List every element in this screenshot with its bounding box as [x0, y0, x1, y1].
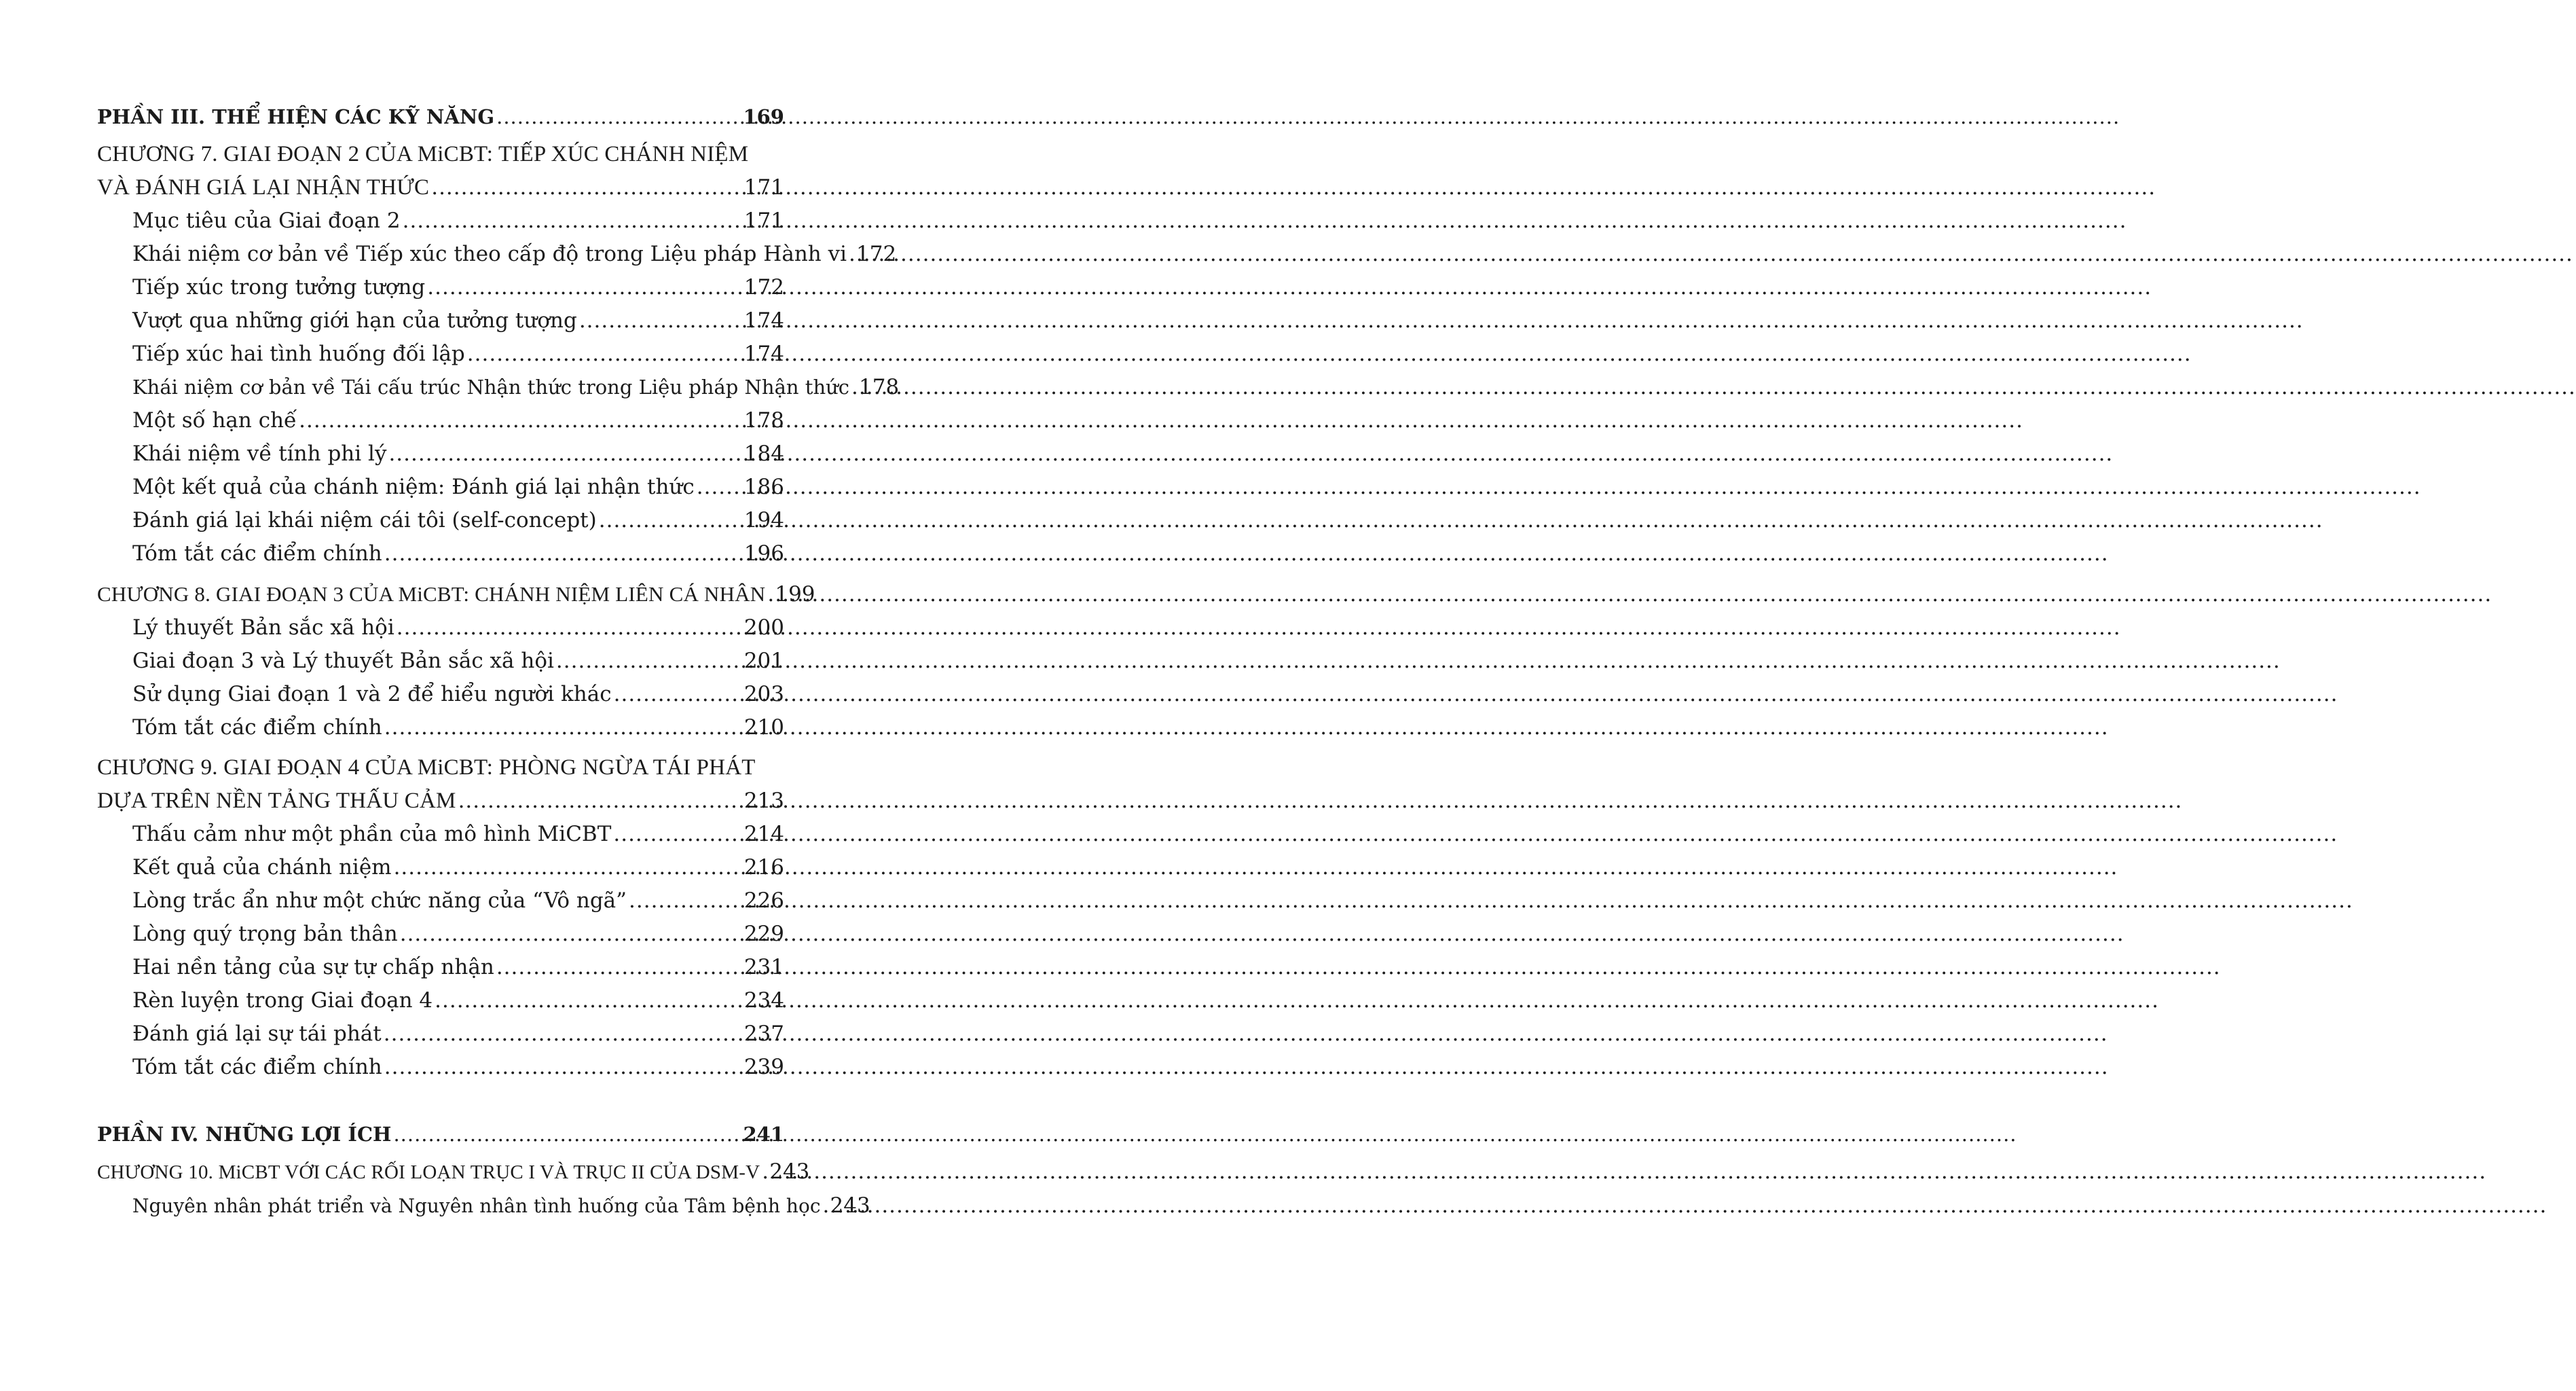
toc-section[interactable] — [97, 304, 784, 338]
toc-chapter-title: CHƯƠNG 10. MiCBT VỚI CÁC RỐI LOẠN TRỤC I VÀ TRỤC II CỦA DSM-V — [97, 1161, 760, 1183]
dot-leader — [394, 851, 742, 884]
dot-leader — [767, 578, 773, 611]
toc-section[interactable] — [97, 1051, 784, 1084]
toc-page-number: 172 — [856, 242, 897, 266]
toc-chapter-entry[interactable] — [97, 577, 815, 611]
toc-page-number: 172 — [743, 275, 784, 300]
toc-section[interactable] — [97, 404, 784, 437]
toc-section[interactable] — [97, 1189, 870, 1223]
toc-page-number: 169 — [743, 105, 784, 128]
dot-leader — [823, 1189, 828, 1223]
dot-leader — [403, 204, 742, 238]
toc-chapter-title-line2: DỰA TRÊN NỀN TẢNG THẤU CẢM — [97, 789, 456, 813]
dot-leader — [400, 918, 742, 951]
toc-part-4[interactable] — [97, 1118, 784, 1151]
dot-leader — [599, 504, 742, 537]
toc-page-number: 171 — [743, 175, 784, 200]
toc-page-number: 226 — [743, 888, 784, 913]
toc-page-number: 194 — [743, 508, 784, 532]
toc-section[interactable] — [97, 884, 784, 918]
toc-part-title: PHẦN IV. NHỮNG LỢI ÍCH — [97, 1123, 392, 1146]
toc-page-number: 174 — [743, 308, 784, 333]
dot-leader — [579, 304, 742, 338]
dot-leader — [299, 404, 742, 437]
toc-section[interactable] — [97, 984, 784, 1017]
toc-section[interactable] — [97, 537, 784, 571]
toc-chapter-8 — [97, 577, 815, 744]
toc-section-title: Sử dụng Giai đoạn 1 và 2 để hiểu người khác — [132, 682, 612, 706]
toc-section[interactable] — [97, 851, 784, 884]
toc-section-title: Hai nền tảng của sự tự chấp nhận — [132, 955, 494, 979]
toc-page-number: 174 — [743, 342, 784, 366]
toc-page-number: 178 — [743, 408, 784, 433]
toc-page-number: 186 — [743, 475, 784, 499]
dot-leader — [496, 951, 742, 984]
toc-page-number: 243 — [769, 1159, 810, 1184]
toc-section-title: Nguyên nhân phát triển và Nguyên nhân tình huống của Tâm bệnh học — [132, 1195, 821, 1217]
toc-chapter-title-line1[interactable]: CHƯƠNG 7. GIAI ĐOẠN 2 CỦA MiCBT: TIẾP XÚC CHÁNH NIỆM — [97, 142, 749, 166]
dot-leader — [431, 171, 742, 204]
toc-section-title: Đánh giá lại sự tái phát — [132, 1022, 382, 1046]
toc-section[interactable] — [97, 371, 900, 404]
toc-page-number: 200 — [743, 615, 784, 640]
toc-chapter-title-line2: VÀ ĐÁNH GIÁ LẠI NHẬN THỨC — [97, 175, 430, 200]
dot-leader — [849, 238, 854, 271]
toc-page-number: 210 — [743, 715, 784, 740]
toc-section-title: Một kết quả của chánh niệm: Đánh giá lại nhận thức — [132, 475, 695, 499]
toc-page-number: 171 — [743, 209, 784, 233]
table-of-contents — [97, 101, 900, 1229]
dot-leader — [384, 711, 742, 744]
toc-section[interactable] — [97, 918, 784, 951]
toc-section-title: Tiếp xúc hai tình huống đối lập — [132, 342, 465, 366]
toc-section-title: Mục tiêu của Giai đoạn 2 — [132, 209, 401, 233]
toc-page — [0, 0, 900, 1391]
toc-page-number: 237 — [743, 1022, 784, 1046]
toc-page-number: 229 — [743, 922, 784, 946]
toc-section[interactable] — [97, 271, 784, 304]
toc-section-title: Tóm tắt các điểm chính — [132, 541, 382, 566]
toc-section-title: Giai đoạn 3 và Lý thuyết Bản sắc xã hội — [132, 649, 554, 673]
dot-leader — [384, 537, 742, 571]
toc-chapter-9 — [97, 751, 784, 1084]
toc-part-3[interactable] — [97, 101, 784, 134]
toc-page-number: 213 — [743, 789, 784, 813]
toc-section-title: Vượt qua những giới hạn của tưởng tượng — [132, 308, 577, 333]
toc-page-number: 178 — [859, 375, 900, 399]
toc-page-number: 243 — [830, 1193, 870, 1218]
toc-page-number: 203 — [743, 682, 784, 706]
dot-leader — [762, 1155, 767, 1189]
dot-leader — [388, 437, 741, 471]
toc-section[interactable] — [97, 611, 784, 645]
toc-page-number: 231 — [743, 955, 784, 979]
toc-section-title: Khái niệm về tính phi lý — [132, 441, 387, 466]
dot-leader — [435, 984, 742, 1017]
toc-section[interactable] — [97, 711, 784, 744]
toc-page-number: 234 — [743, 988, 784, 1013]
toc-section-title: Đánh giá lại khái niệm cái tôi (self-concept) — [132, 508, 597, 532]
toc-section-title: Thấu cảm như một phần của mô hình MiCBT — [132, 822, 612, 846]
toc-section[interactable] — [97, 471, 784, 504]
toc-section-title: Khái niệm cơ bản về Tái cấu trúc Nhận thức trong Liệu pháp Nhận thức — [132, 376, 850, 399]
toc-section[interactable] — [97, 678, 784, 711]
toc-section[interactable] — [97, 204, 784, 238]
toc-page-number: 216 — [743, 855, 784, 880]
dot-leader — [556, 645, 742, 678]
dot-leader — [629, 884, 742, 918]
dot-leader — [393, 1118, 741, 1151]
toc-section[interactable] — [97, 645, 784, 678]
toc-page-number: 241 — [743, 1123, 784, 1146]
toc-chapter-entry[interactable] — [97, 171, 784, 204]
toc-section-title: Lòng quý trọng bản thân — [132, 922, 398, 946]
toc-page-number: 196 — [743, 541, 784, 566]
toc-section-title: Tóm tắt các điểm chính — [132, 715, 382, 740]
dot-leader — [427, 271, 742, 304]
spacer — [97, 1091, 784, 1118]
toc-section-title: Khái niệm cơ bản về Tiếp xúc theo cấp độ trong Liệu pháp Hành vi — [132, 242, 847, 266]
toc-part-title: PHẦN III. THỂ HIỆN CÁC KỸ NĂNG — [97, 105, 495, 128]
dot-leader — [614, 678, 742, 711]
dot-leader — [467, 338, 742, 371]
toc-chapter-entry[interactable] — [97, 784, 784, 818]
toc-page-number: 199 — [775, 582, 815, 607]
toc-section-title: Tóm tắt các điểm chính — [132, 1055, 382, 1079]
toc-section[interactable] — [97, 1017, 784, 1051]
toc-page-number: 239 — [743, 1055, 784, 1079]
toc-chapter-10 — [97, 1155, 870, 1223]
toc-page-number: 184 — [743, 441, 784, 466]
toc-section[interactable] — [97, 504, 784, 537]
dot-leader — [697, 471, 742, 504]
toc-chapter-title-line1[interactable]: CHƯƠNG 9. GIAI ĐOẠN 4 CỦA MiCBT: PHÒNG NGỪA TÁI PHÁT — [97, 755, 756, 780]
toc-page-number: 214 — [743, 822, 784, 846]
dot-leader — [496, 101, 741, 134]
dot-leader — [458, 784, 742, 818]
toc-section[interactable] — [97, 818, 784, 851]
toc-section[interactable] — [97, 951, 784, 984]
dot-leader — [613, 818, 741, 851]
dot-leader — [397, 611, 742, 645]
toc-section[interactable] — [97, 238, 897, 271]
toc-section-title: Kết quả của chánh niệm — [132, 855, 392, 880]
toc-page-number: 201 — [743, 649, 784, 673]
toc-chapter-entry[interactable] — [97, 1155, 810, 1189]
dot-leader — [384, 1051, 742, 1084]
dot-leader — [851, 371, 857, 404]
toc-section-title: Lòng trắc ẩn như một chức năng của “Vô ngã” — [132, 888, 627, 913]
toc-section[interactable] — [97, 437, 784, 471]
dot-leader — [384, 1017, 742, 1051]
toc-section[interactable] — [97, 338, 784, 371]
toc-section-title: Rèn luyện trong Giai đoạn 4 — [132, 988, 433, 1013]
toc-section-title: Một số hạn chế — [132, 408, 297, 433]
toc-section-title: Lý thuyết Bản sắc xã hội — [132, 615, 394, 640]
toc-section-title: Tiếp xúc trong tưởng tượng — [132, 275, 426, 300]
toc-chapter-7 — [97, 138, 900, 571]
toc-chapter-title: CHƯƠNG 8. GIAI ĐOẠN 3 CỦA MiCBT: CHÁNH NIỆM LIÊN CÁ NHÂN — [97, 582, 766, 606]
